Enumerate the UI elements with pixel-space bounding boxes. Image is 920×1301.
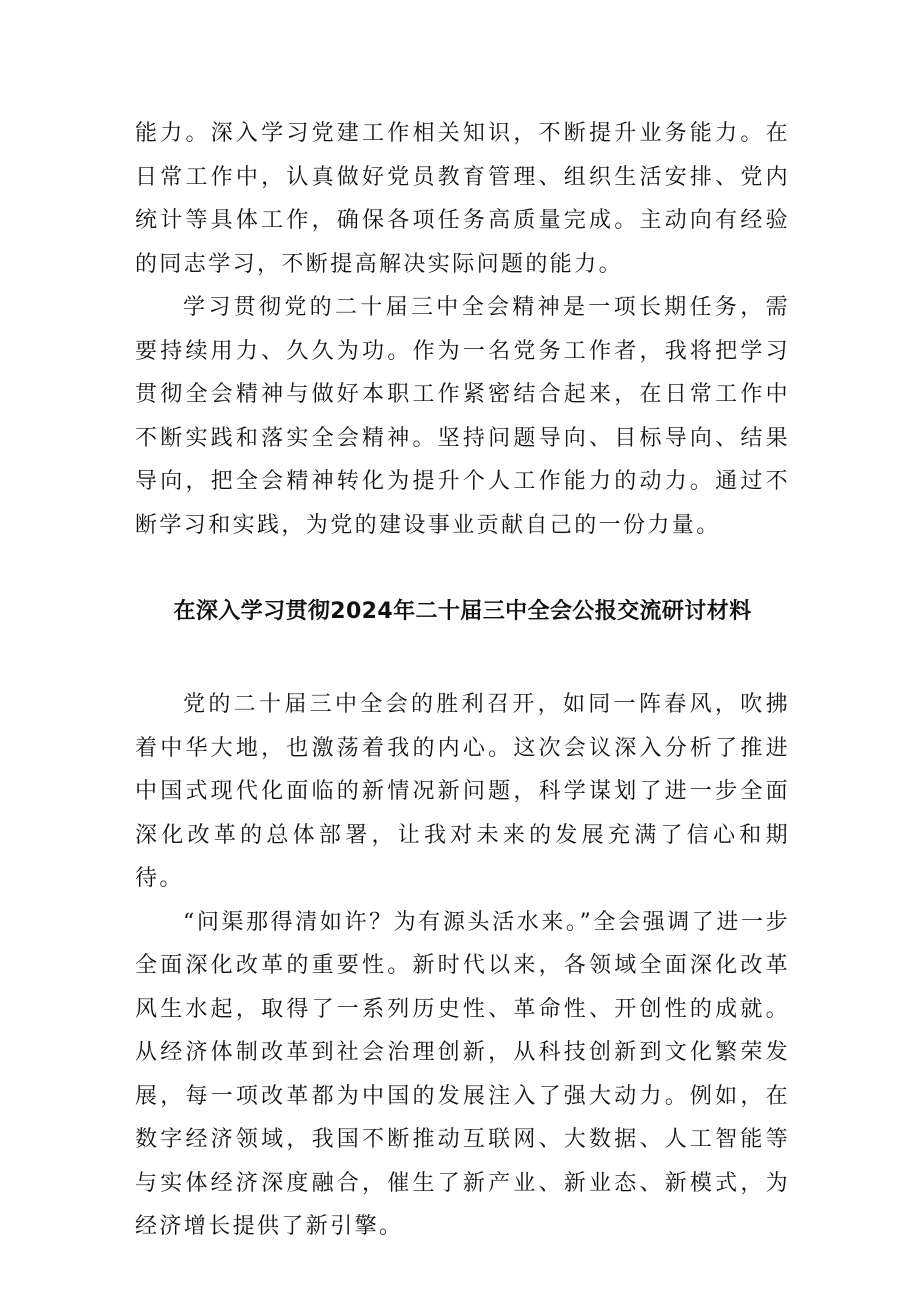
body-paragraph-1: 能力。深入学习党建工作相关知识，不断提升业务能力。在日常工作中，认真做好党员教育管理、组织生活安排、党内统计等具体工作，确保各项任务高质量完成。主动向有经验的同志学习，不断提高解决实际问题的能力。: [135, 121, 790, 277]
body-paragraph-3: 党的二十届三中全会的胜利召开，如同一阵春风，吹拂着中华大地，也激荡着我的内心。这次会议深入分析了推进中国式现代化面临的新情况新问题，科学谋划了进一步全面深化改革的总体部署，让我对未来的发展充满了信心和期待。: [135, 692, 790, 891]
spacer: [135, 547, 790, 597]
section-title: 在深入学习贯彻2024年二十届三中全会公报交流研讨材料: [173, 599, 752, 624]
document-page: [135, 112, 790, 1249]
body-paragraph-4: “问渠那得清如许？为有源头活水来。”全会强调了进一步全面深化改革的重要性。新时代以来，各领域全面深化改革风生水起，取得了一系列历史性、革命性、开创性的成就。从经济体制改革到社会治理创新，从科技创新到文化繁荣发展，每一项改革都为中国的发展注入了强大动力。例如，在数字经济领域，我国不断推动互联网、大数据、人工智能等与实体经济深度融合，催生了新产业、新业态、新模式，为经济增长提供了新引擎。: [135, 909, 790, 1239]
spacer: [135, 627, 790, 683]
body-paragraph-2: 学习贯彻党的二十届三中全会精神是一项长期任务，需要持续用力、久久为功。作为一名党务工作者，我将把学习贯彻全会精神与做好本职工作紧密结合起来，在日常工作中不断实践和落实全会精神。坚持问题导向、目标导向、结果导向，把全会精神转化为提升个人工作能力的动力。通过不断学习和实践，为党的建设事业贡献自己的一份力量。: [135, 295, 790, 538]
